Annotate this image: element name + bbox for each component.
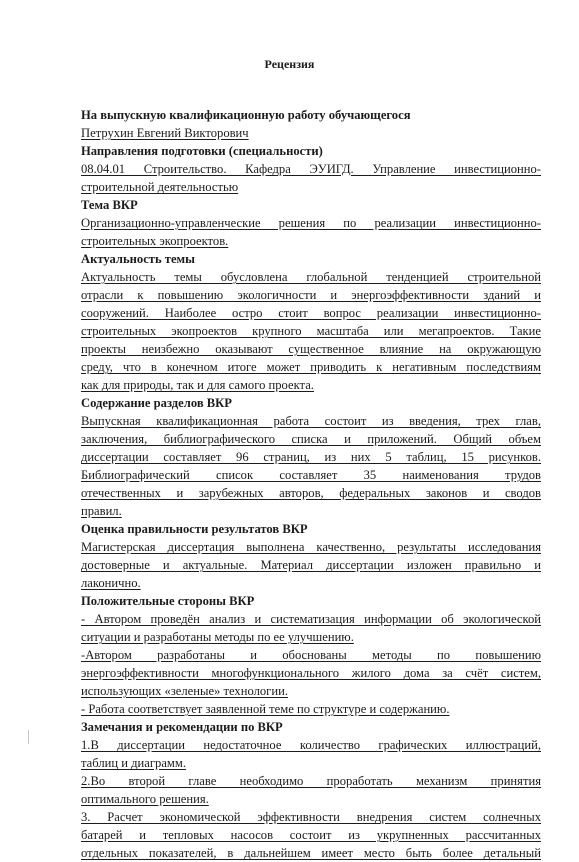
remarks-line: 2.Во второй главе необходимо проработать механизм принятия	[81, 774, 541, 788]
relevance-line: как для природы, так и для самого проекта.	[81, 378, 314, 392]
assessment-heading: Оценка правильности результатов ВКР	[81, 522, 308, 536]
strengths-heading: Положительные стороны ВКР	[81, 594, 255, 608]
direction-line: 08.04.01 Строительство. Кафедра ЭУИГД. Управление инвестиционно-	[81, 162, 541, 176]
relevance-line: проекты неизбежно оказывают существенное влияние на окружающую	[81, 342, 541, 356]
strengths-line: ситуации и разработаны методы по ее улучшению.	[81, 630, 354, 644]
assessment-line: Магистерская диссертация выполнена качественно, результаты исследования	[81, 540, 541, 554]
contents-line: Библиографический список составляет 35 наименования трудов	[81, 468, 541, 482]
remarks-line: оптимального решения.	[81, 792, 209, 806]
student-name: Петрухин Евгений Викторович	[81, 126, 249, 140]
remarks-line: 3. Расчет экономической эффективности внедрения систем солнечных	[81, 810, 541, 824]
topic-line: Организационно-управленческие решения по реализации инвестиционно-	[81, 216, 541, 230]
assessment-line: достоверные и актуальные. Материал диссертации изложен правильно и	[81, 558, 541, 572]
topic-line: строительных экопроектов.	[81, 234, 229, 248]
remarks-line: 1.В диссертации недостаточное количество графических иллюстраций,	[81, 738, 541, 752]
relevance-line: среду, что в конечном итоге может приводить к негативным последствиям	[81, 360, 541, 374]
relevance-heading: Актуальность темы	[81, 252, 195, 266]
contents-heading: Содержание разделов ВКР	[81, 396, 232, 410]
assessment-line: лаконично.	[81, 576, 141, 590]
contents-line: диссертации составляет 96 страниц, из них 5 таблиц, 15 рисунков.	[81, 450, 541, 464]
relevance-line: строительных экопроектов крупного масштаба или мегапроектов. Такие	[81, 324, 541, 338]
strengths-line: -Автором разработаны и обоснованы методы по повышению	[81, 648, 541, 662]
strengths-line: - Работа соответствует заявленной теме по структуре и содержанию.	[81, 702, 450, 716]
contents-line: Выпускная квалификационная работа состоит из введения, трех глав,	[81, 414, 541, 428]
relevance-line: отрасли к повышению экологичности и энергоэффективности зданий и	[81, 288, 541, 302]
contents-line: отечественных и зарубежных авторов, федеральных законов и сводов	[81, 486, 541, 500]
direction-line: строительной деятельностью	[81, 180, 239, 194]
remarks-line: таблиц и диаграмм.	[81, 756, 187, 770]
intro-heading: На выпускную квалификационную работу обучающегося	[81, 108, 411, 122]
relevance-line: Актуальность темы обусловлена глобальной тенденцией строительной	[81, 270, 541, 284]
review-body	[81, 106, 541, 862]
topic-heading: Тема ВКР	[81, 198, 138, 212]
contents-line: заключения, библиографического списка и приложений. Общий объем	[81, 432, 541, 446]
contents-line: правил.	[81, 504, 122, 518]
strengths-line: использующих «зеленые» технологии.	[81, 684, 288, 698]
remarks-line: батарей и тепловых насосов состоит из укрупненных рассчитанных	[81, 828, 541, 842]
remarks-line: отдельных показателей, в дальнейшем имеет место быть более детальный	[81, 846, 541, 860]
strengths-line: - Автором проведён анализ и систематизация информации об экологической	[81, 612, 541, 626]
page-title: Рецензия	[264, 57, 315, 71]
direction-heading: Направления подготовки (специальности)	[81, 144, 323, 158]
scan-edge-mark	[28, 730, 29, 744]
relevance-line: сооружений. Наиболее остро стоит вопрос реализации инвестиционно-	[81, 306, 541, 320]
strengths-line: энергоэффективности многофункционального жилого дома за счёт систем,	[81, 666, 541, 680]
remarks-heading: Замечания и рекомендации по ВКР	[81, 720, 283, 734]
